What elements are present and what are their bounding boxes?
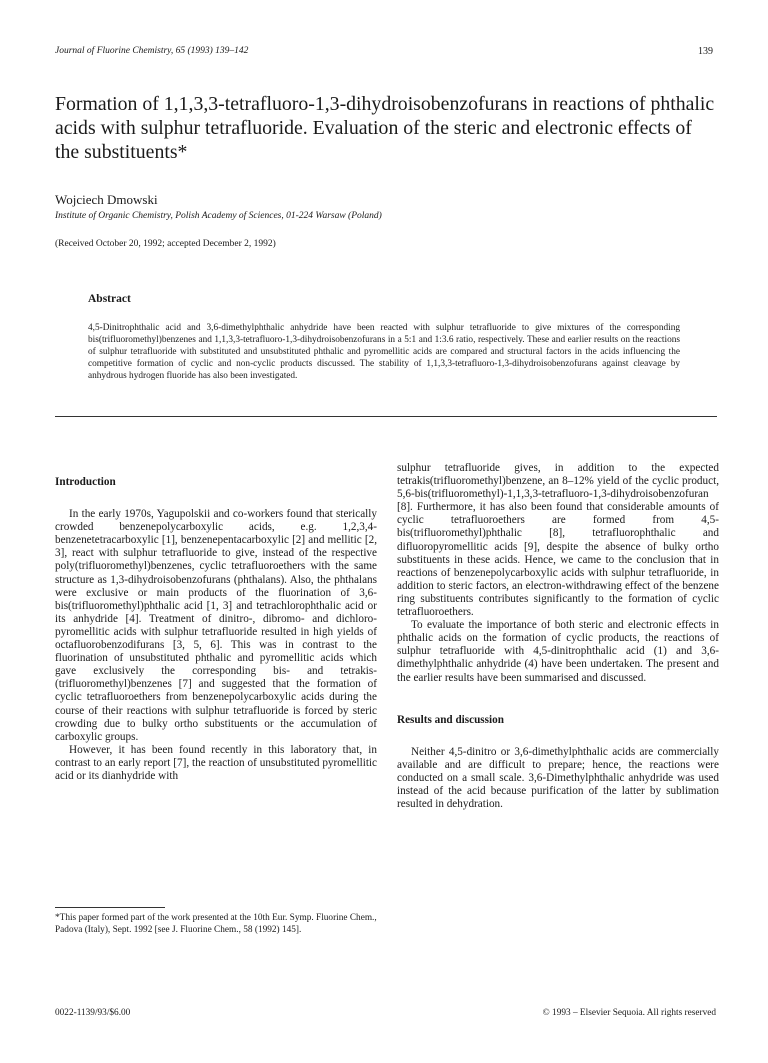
intro-paragraph-3: sulphur tetrafluoride gives, in addition to the expected tetrakis(trifluoromethyl)benzene, an 8–12% yield of the cyclic product, 5,6-bis(trifluoromethyl)-1,1,3,3-tetrafluoro-1,3-dihydroisobenzofuran [8]. Furthermore, it has also been found that considerable amounts of cyclic tetrafluoroethers are formed from 4,5-bis(trifluoromethyl)phthalic [8], tetrafluorophthalic and difluoropyromellitic acids [9], despite the absence of bulky ortho substituents in these acids. Hence, we came to the conclusion that in reactions of benzenepolycarboxylic acids with sulphur tetrafluoride, in addition to steric factors, an electron-withdrawing effect of the benzene ring substituents contributes significantly to the formation of cyclic tetrafluoroethers. xyxy=(397,462,719,619)
page-number: 139 xyxy=(698,46,713,57)
author-affiliation: Institute of Organic Chemistry, Polish Academy of Sciences, 01-224 Warsaw (Poland) xyxy=(55,211,382,221)
abstract-text: 4,5-Dinitrophthalic acid and 3,6-dimethylphthalic anhydride have been reacted with sulphur tetrafluoride to give mixtures of the corresponding bis(trifluoromethyl)benzenes and 1,1,3,3-tetrafluoro-1,3-dihydroisobenzofurans in a 5:1 and 1:3.6 ratio, respectively. These and earlier results on the reactions of sulphur tetrafluoride with substituted and unsubstituted phthalic and pyromellitic acids are compared and structural factors in the acids influencing the competitive formation of cyclic and non-cyclic products discussed. The stability of 1,1,3,3-tetrafluoro-1,3-dihydroisobenzofurans against cleavage by anhydrous hydrogen fluoride has also been investigated. xyxy=(88,323,680,381)
copyright-notice: © 1993 – Elsevier Sequoia. All rights reserved xyxy=(542,1008,716,1018)
left-column xyxy=(55,476,377,783)
footnote-rule xyxy=(55,907,165,908)
article-title: Formation of 1,1,3,3-tetrafluoro-1,3-dihydroisobenzofurans in reactions of phthalic acids with sulphur tetrafluoride. Evaluation of the steric and electronic effects of the substituents* xyxy=(55,93,715,163)
right-column xyxy=(397,462,719,811)
publication-code: 0022-1139/93/$6.00 xyxy=(55,1008,131,1018)
intro-paragraph-1: In the early 1970s, Yagupolskii and co-workers found that sterically crowded benzenepolycarboxylic acids, e.g. 1,2,3,4-benzenetetracarboxylic [1], benzenepentacarboxylic [2] and mellitic [2, 3], react with sulphur tetrafluoride to give, instead of the respective poly(trifluoromethyl)benzenes, cyclic tetrafluoroethers with the same structure as 1,3-dihydroisobenzofurans (phthalans). Also, the phthalans were exclusive or main products of the fluorination of 3,6-bis(trifluoromethyl)phthalic acid [1, 3] and tetrachlorophthalic acid or its anhydride [4]. Treatment of dinitro-, dibromo- and dichloro-pyromellitic acids with sulphur tetrafluoride resulted in high yields of octafluorobenzodifurans [3, 5, 6]. This was in contrast to the fluorination of unsubstituted phthalic and pyromellitic acids which gave exclusively the corresponding bis- and tetrakis-(trifluoromethyl)benzenes [7] and suggested that the formation of cyclic tetrafluoroethers from benzenepolycarboxylic acids during the course of their reactions with sulphur tetrafluoride is forced by steric crowding due to bulky ortho substituents or the accumulation of carboxylic groups. xyxy=(55,508,377,743)
introduction-heading: Introduction xyxy=(55,476,116,488)
author-name: Wojciech Dmowski xyxy=(55,192,158,207)
footnote: *This paper formed part of the work presented at the 10th Eur. Symp. Fluorine Chem., Padova (Italy), Sept. 1992 [see J. Fluorine Chem., 58 (1992) 145]. xyxy=(55,913,377,935)
intro-paragraph-4: To evaluate the importance of both steric and electronic effects in phthalic acids on the formation of cyclic products, the reactions of sulphur tetrafluoride with 4,5-dinitrophthalic acid (1) and 3,6-dimethylphthalic anhydride (4) have been undertaken. The present and the earlier results have been summarised and discussed. xyxy=(397,619,719,684)
received-dates: (Received October 20, 1992; accepted December 2, 1992) xyxy=(55,239,276,249)
results-paragraph-1: Neither 4,5-dinitro or 3,6-dimethylphthalic acids are commercially available and are difficult to prepare; hence, the reactions were conducted on a small scale. 3,6-Dimethylphthalic anhydride was used instead of the acid because purification of the latter by sublimation resulted in dehydration. xyxy=(397,745,719,811)
journal-citation: Journal of Fluorine Chemistry, 65 (1993) 139–142 xyxy=(55,46,249,56)
intro-paragraph-2: However, it has been found recently in this laboratory that, in contrast to an early report [7], the reaction of unsubstituted pyromellitic acid or its dianhydride with xyxy=(55,743,377,782)
results-heading: Results and discussion xyxy=(397,713,504,726)
section-divider xyxy=(55,416,717,417)
abstract-heading: Abstract xyxy=(88,293,131,305)
